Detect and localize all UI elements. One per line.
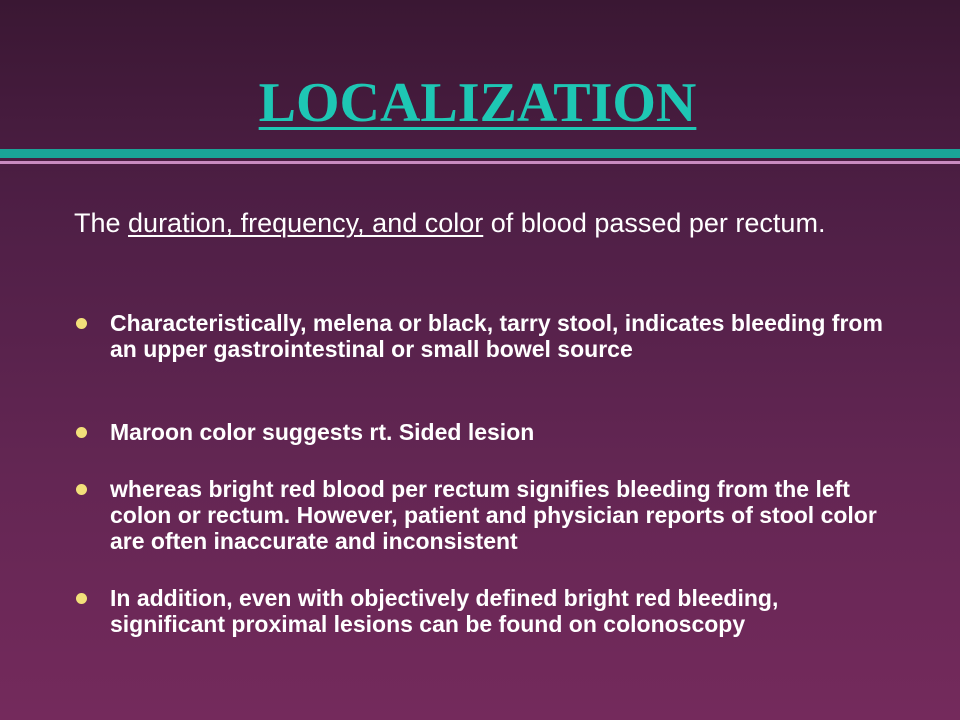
bullet-dot-icon (76, 593, 87, 604)
bullet-item (74, 585, 894, 637)
bullet-item (74, 419, 894, 445)
bullet-dot-icon (76, 484, 87, 495)
bullet-text: Characteristically, melena or black, tarry stool, indicates bleeding from an upper gastrointestinal or small bowel source (110, 310, 883, 362)
bullet-text: whereas bright red blood per rectum signifies bleeding from the left colon or rectum. However, patient and physician reports of stool color are often inaccurate and inconsistent (110, 476, 877, 554)
intro-before: The (74, 208, 129, 238)
bullet-dot-icon (76, 427, 87, 438)
intro-text (74, 208, 930, 239)
intro-after: of blood passed per rectum. (483, 208, 826, 238)
bullet-item (74, 476, 894, 554)
title-divider-pink (0, 161, 960, 164)
intro-emphasis: duration, frequency, and color (128, 208, 484, 238)
title-divider-teal (0, 149, 960, 158)
slide-title: LOCALIZATION (258, 72, 697, 134)
bullet-dot-icon (76, 318, 87, 329)
bullet-text: Maroon color suggests rt. Sided lesion (110, 419, 535, 445)
bullet-item (74, 310, 894, 362)
bullet-text: In addition, even with objectively defined bright red bleeding, significant proximal lesions can be found on colonoscopy (110, 585, 779, 637)
